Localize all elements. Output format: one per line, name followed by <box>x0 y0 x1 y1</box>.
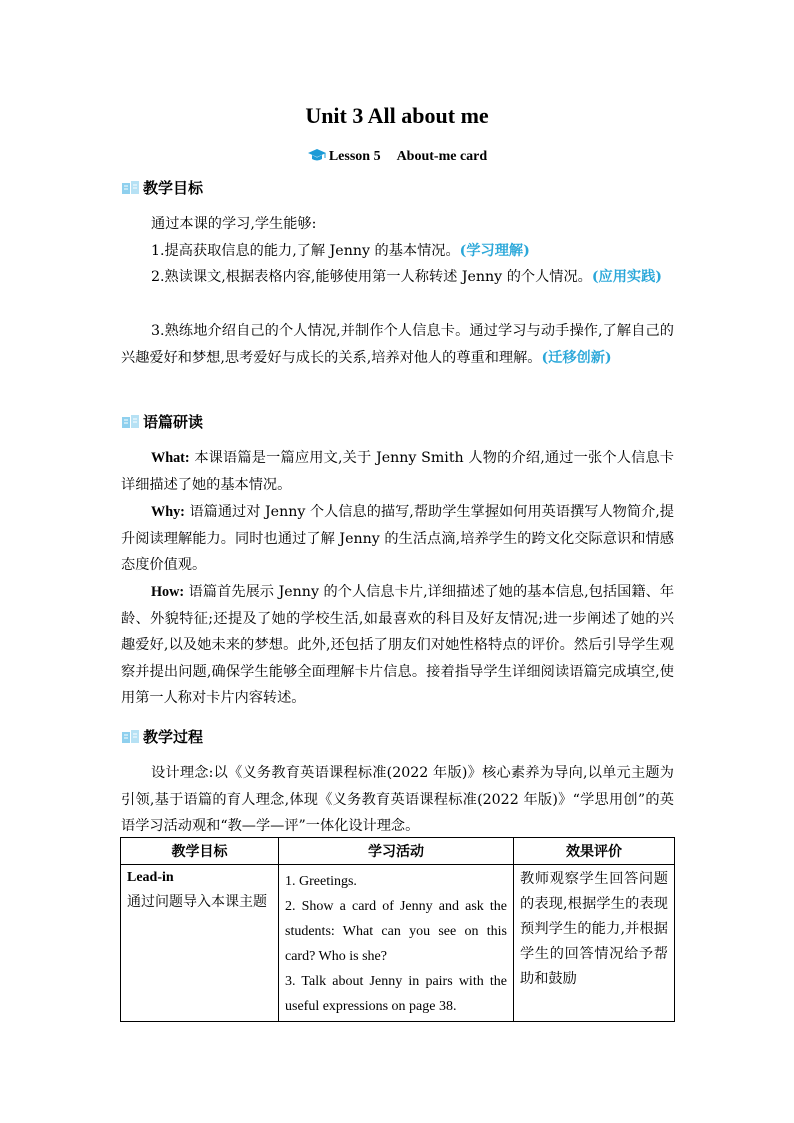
table-header-row <box>121 838 675 865</box>
goal-label: Lead-in <box>127 870 174 885</box>
book-icon <box>121 180 141 196</box>
activity-item: 2. Show a card of Jenny and ask the students: What can you see on this card? Who is she? <box>285 899 507 964</box>
activity-cell <box>279 865 514 1022</box>
goal-text: 通过问题导入本课主题 <box>127 894 267 910</box>
analysis-how: How: 语篇首先展示 Jenny 的个人信息卡片,详细描述了她的基本信息,包括国籍、年龄、外貌特征;还提及了她的学校生活,如最喜欢的科目及好友情况;进一步阐述了她的兴趣爱好,以及她未来的梦想。此外,还包括了朋友们对她性格特点的评价。然后引导学生观察并提出问题,确保学生能够全面理解卡片信息。接着指导学生详细阅读语篇完成填空,使用第一人称对卡片内容转述。 <box>121 584 675 706</box>
book-icon <box>121 414 141 430</box>
activity-item: 3. Talk about Jenny in pairs with the useful expressions on page 38. <box>285 974 507 1014</box>
section-heading-process: 教学过程 <box>121 726 203 747</box>
book-icon <box>121 729 141 745</box>
activity-item: 1. Greetings. <box>285 874 357 889</box>
table-row <box>121 865 675 1022</box>
objective-item-1: 1.提高获取信息的能力,了解 Jenny 的基本情况。(学习理解) <box>151 243 530 259</box>
analysis-what: What: 本课语篇是一篇应用文,关于 Jenny Smith 人物的介绍,通过一张个人信息卡详细描述了她的基本情况。 <box>121 450 674 493</box>
evaluation-cell: 教师观察学生回答问题的表现,根据学生的表现预判学生的能力,并根据学生的回答情况给予帮助和鼓励 <box>514 865 675 1022</box>
section-heading-analysis: 语篇研读 <box>121 411 203 432</box>
section-heading-objectives: 教学目标 <box>121 177 203 198</box>
lesson-topic: About-me card <box>396 149 488 164</box>
teaching-process-table <box>120 837 675 1022</box>
page-title: Unit 3 All about me <box>305 103 489 128</box>
column-header: 效果评价 <box>514 838 675 865</box>
lesson-heading <box>0 148 794 167</box>
objectives-intro: 通过本课的学习,学生能够: <box>151 216 317 232</box>
lesson-number: Lesson 5 <box>328 149 381 164</box>
objective-item-2: 2.熟读课文,根据表格内容,能够使用第一人称转述 Jenny 的个人情况。(应用实践) <box>151 269 663 285</box>
column-header: 教学目标 <box>121 838 279 865</box>
analysis-why: Why: 语篇通过对 Jenny 个人信息的描写,帮助学生掌握如何用英语撰写人物简介,提升阅读理解能力。同时也通过了解 Jenny 的生活点滴,培养学生的跨文化交际意识和情感态度价值观。 <box>121 504 674 573</box>
design-concept: 设计理念:以《义务教育英语课程标准(2022 年版)》核心素养为导向,以单元主题为引领,基于语篇的育人理念,体现《义务教育英语课程标准(2022 年版)》“学思用创”的英语学习活动观和“教—学—评”一体化设计理念。 <box>121 765 674 834</box>
graduation-cap-icon <box>307 148 327 167</box>
goal-cell <box>121 865 279 1022</box>
column-header: 学习活动 <box>279 838 514 865</box>
objective-item-3: 3.熟练地介绍自己的个人情况,并制作个人信息卡。通过学习与动手操作,了解自己的兴趣爱好和梦想,思考爱好与成长的关系,培养对他人的尊重和理解。(迁移创新) <box>121 323 674 366</box>
